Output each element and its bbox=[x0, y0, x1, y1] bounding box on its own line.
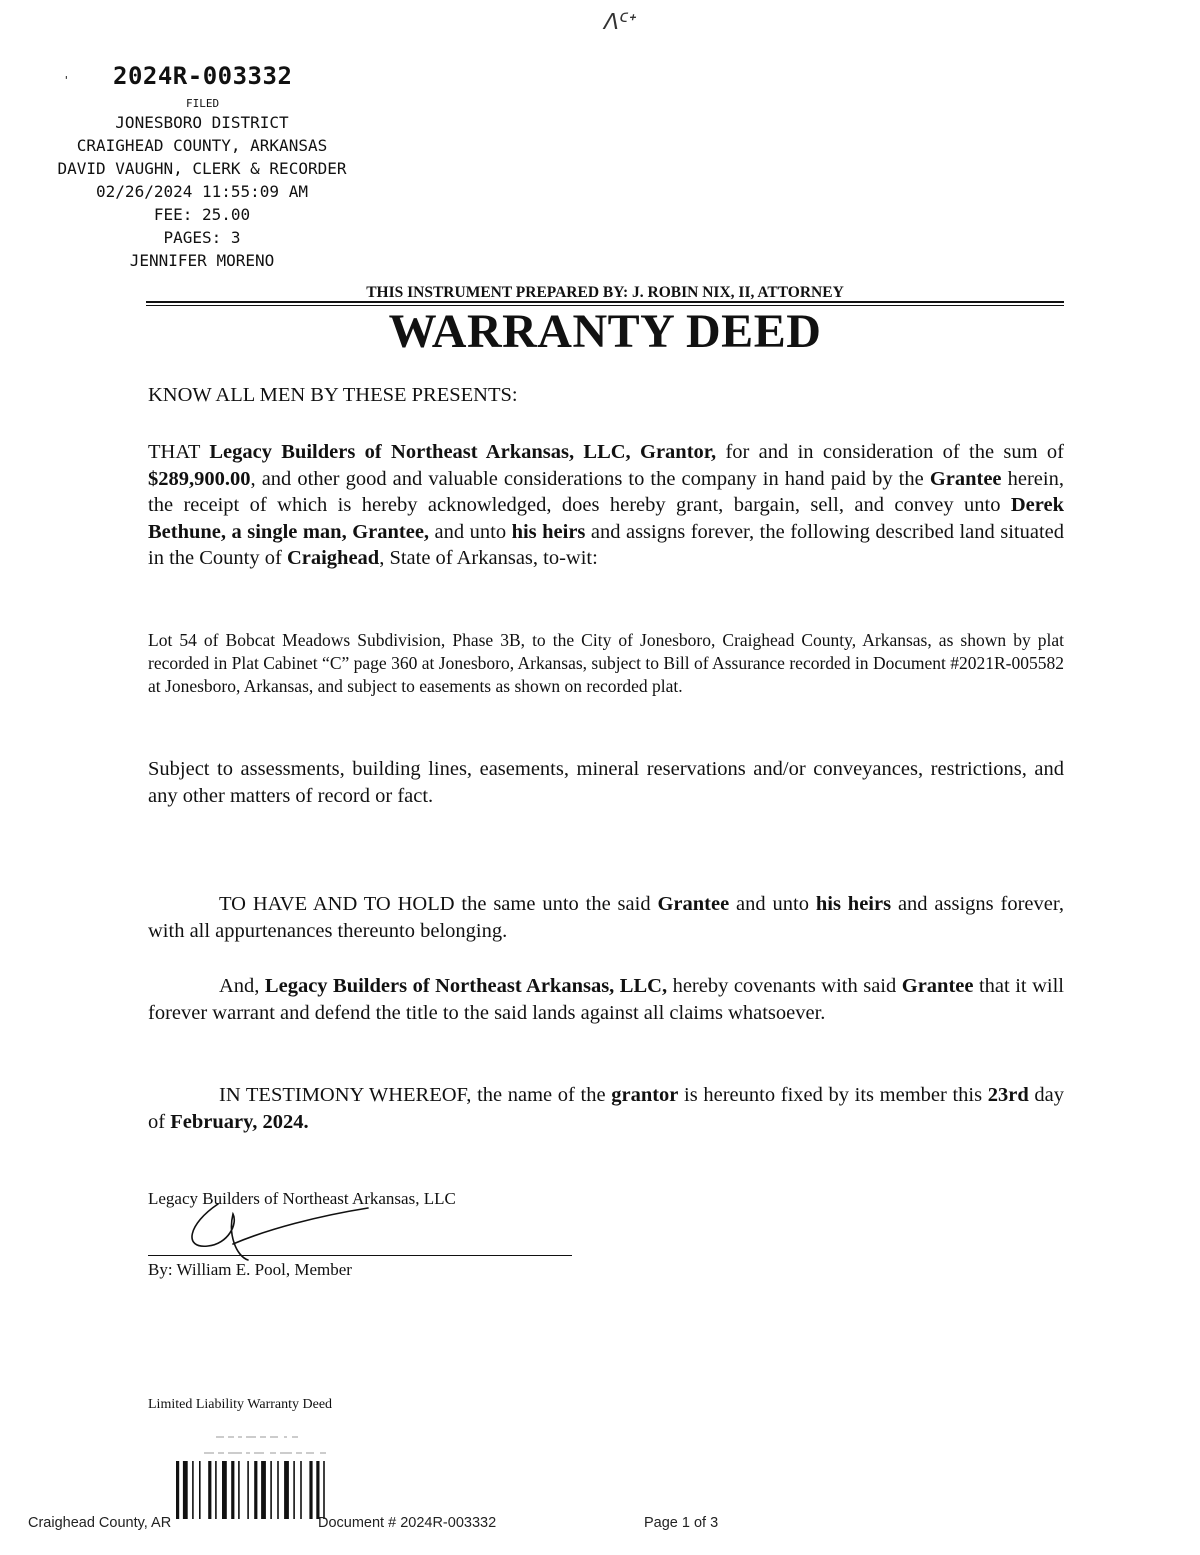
document-title: WARRANTY DEED bbox=[388, 305, 822, 358]
footer-document-number: Document # 2024R-003332 bbox=[318, 1515, 497, 1531]
form-name: Limited Liability Warranty Deed bbox=[148, 1397, 333, 1412]
legal-description-paragraph: Lot 54 of Bobcat Meadows Subdivision, Phase 3B, to the City of Jonesboro, Craighead County, Arkansas, as shown by plat recorded in Plat Cabinet “C” page 360 at Jonesboro, Arkansas, subject to Bill of Assurance recorded in Document #2021R-005582 at Jonesboro, Arkansas, and subject to easements as shown on recorded plat. bbox=[148, 630, 1064, 696]
footer-page-number: Page 1 of 3 bbox=[644, 1515, 719, 1531]
habendum-paragraph: TO HAVE AND TO HOLD the same unto the said Grantee and unto his heirs and assigns forever, with all appurtenances thereunto belonging. bbox=[148, 893, 1065, 942]
prepared-by-line: THIS INSTRUMENT PREPARED BY: J. ROBIN NIX, II, ATTORNEY bbox=[366, 284, 844, 301]
stamp-fee: FEE: 25.00 bbox=[153, 205, 251, 224]
handwritten-initials: ᐱᑦᐩ bbox=[604, 10, 638, 35]
signature-by-line: By: William E. Pool, Member bbox=[148, 1260, 352, 1279]
footer-county: Craighead County, AR bbox=[28, 1515, 172, 1531]
stamp-pages: PAGES: 3 bbox=[163, 228, 241, 247]
heirs-term: his heirs bbox=[511, 520, 586, 543]
stamp-district: JONESBORO DISTRICT bbox=[115, 113, 289, 132]
signature-company: Legacy Builders of Northeast Arkansas, LLC bbox=[148, 1189, 456, 1208]
grantor-name: Legacy Builders of Northeast Arkansas, LLC, Grantor, bbox=[209, 441, 717, 463]
handwritten-signature bbox=[178, 1194, 378, 1264]
grantee-name: Derek Bethune, a single man, Grantee, bbox=[148, 494, 1064, 543]
stamp-county: CRAIGHEAD COUNTY, ARKANSAS bbox=[76, 136, 328, 155]
covenant-paragraph: And, Legacy Builders of Northeast Arkansas, LLC, hereby covenants with said Grantee that it will forever warrant and defend the title to the said lands against all claims whatsoever. bbox=[148, 975, 1064, 1024]
grantee-term: Grantee bbox=[929, 467, 1002, 490]
subject-to-paragraph: Subject to assessments, building lines, easements, mineral reservations and/or conveyances, restrictions, and any other matters of record or fact. bbox=[148, 758, 1064, 807]
signature-line bbox=[148, 1255, 572, 1256]
stamp-datetime: 02/26/2024 11:55:09 AM bbox=[96, 182, 308, 201]
county-name: Craighead bbox=[286, 547, 380, 569]
grant-paragraph: THAT Legacy Builders of Northeast Arkansas, LLC, Grantor, for and in consideration of the sum of $289,900.00, and other good and valuable considerations to the company in hand paid by the Grantee herein, the receipt of which is hereby acknowledged, does hereby grant, bargain, sell, and convey unto Derek Bethune, a single man, Grantee, and unto his heirs and assigns forever, the following described land situated in the County of Craighead, State of Arkansas, to-wit: bbox=[148, 441, 1064, 569]
divider-rule-top bbox=[146, 301, 1064, 303]
testimony-paragraph: IN TESTIMONY WHEREOF, the name of the grantor is hereunto fixed by its member this 23rd day of February, 2024. bbox=[148, 1084, 1064, 1133]
purchase-price: $289,900.00 bbox=[148, 467, 251, 490]
stamp-clerk: DAVID VAUGHN, CLERK & RECORDER bbox=[57, 159, 347, 178]
stamp-deputy: JENNIFER MORENO bbox=[129, 251, 275, 270]
stamp-tick-mark: ' bbox=[63, 74, 70, 87]
execution-month-year: February, 2024. bbox=[170, 1110, 309, 1133]
stamp-filed-label: FILED bbox=[186, 97, 220, 110]
greeting-paragraph: KNOW ALL MEN BY THESE PRESENTS: bbox=[148, 384, 518, 406]
stamp-document-number: 2024R-003332 bbox=[113, 62, 293, 90]
execution-day: 23rd bbox=[987, 1084, 1029, 1106]
